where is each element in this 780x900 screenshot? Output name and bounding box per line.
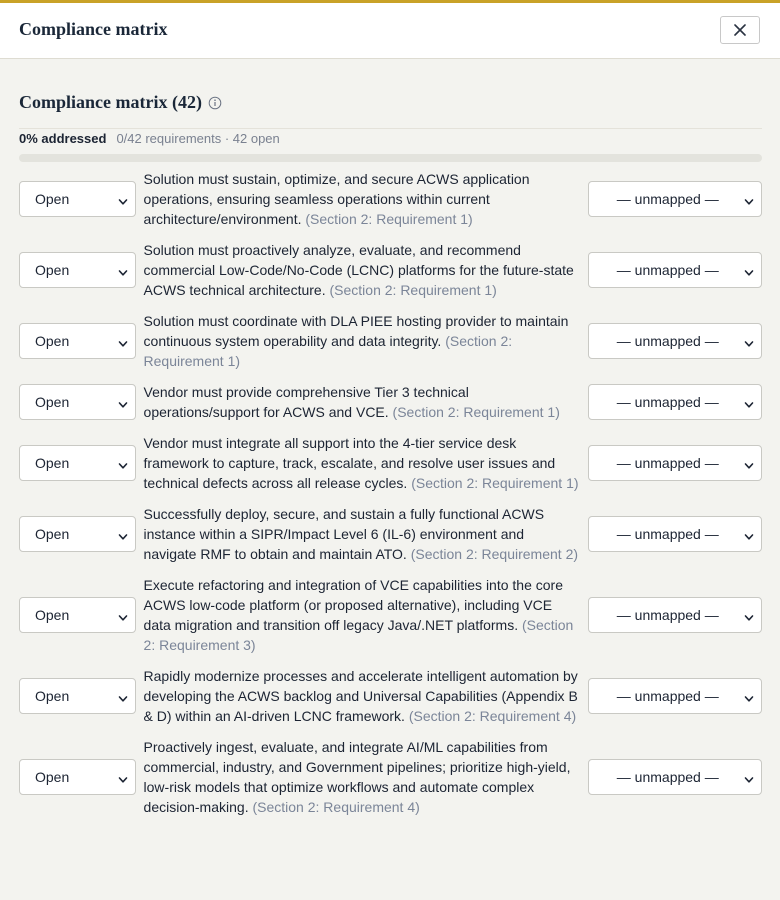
status-select[interactable]: [19, 384, 136, 420]
close-icon: [734, 24, 746, 36]
chevron-down-icon: [118, 265, 128, 275]
mapping-select-value: — unmapped —: [616, 455, 719, 471]
requirement-row: [19, 240, 762, 300]
progress-summary: [19, 131, 280, 146]
status-select[interactable]: [19, 678, 136, 714]
status-select[interactable]: [19, 323, 136, 359]
status-select-value: Open: [35, 191, 70, 207]
status-select-value: Open: [35, 333, 70, 349]
mapping-select-value: — unmapped —: [616, 333, 719, 349]
requirement-row: [19, 504, 762, 564]
mapping-select[interactable]: [588, 384, 762, 420]
chevron-down-icon: [118, 610, 128, 620]
requirement-row: [19, 311, 762, 371]
chevron-down-icon: [744, 529, 754, 539]
status-select-value: Open: [35, 262, 70, 278]
requirement-reference: (Section 2: Requirement 1): [411, 475, 579, 491]
requirement-reference: (Section 2: Requirement 1): [305, 211, 473, 227]
requirement-text: [144, 240, 579, 300]
mapping-select[interactable]: [588, 759, 762, 795]
mapping-select-value: — unmapped —: [616, 607, 719, 623]
chevron-down-icon: [744, 610, 754, 620]
requirement-row: [19, 666, 762, 726]
requirements-list: [19, 169, 762, 828]
requirement-row: [19, 737, 762, 817]
chevron-down-icon: [744, 265, 754, 275]
requirement-text: [144, 504, 579, 564]
mapping-select[interactable]: [588, 597, 762, 633]
requirement-description: Execute refactoring and integration of VCE capabilities into the core ACWS low-code platform (or proposed alternative), including VCE data migration and transition off legacy Java/.NET platforms.: [143, 577, 563, 633]
dialog-header: [0, 3, 780, 59]
requirement-text: [144, 737, 579, 817]
status-select-value: Open: [35, 394, 70, 410]
mapping-select-value: — unmapped —: [616, 191, 719, 207]
chevron-down-icon: [744, 336, 754, 346]
requirement-reference: (Section 2: Requirement 4): [408, 708, 577, 724]
chevron-down-icon: [118, 397, 128, 407]
mapping-select[interactable]: [588, 181, 762, 217]
mapping-select[interactable]: [588, 323, 762, 359]
status-select[interactable]: [19, 516, 136, 552]
progress-detail: 0/42 requirements · 42 open: [116, 131, 280, 146]
progress-bar: [19, 154, 762, 162]
chevron-down-icon: [744, 194, 754, 204]
requirement-text: [144, 433, 579, 493]
chevron-down-icon: [118, 691, 128, 701]
status-select-value: Open: [35, 688, 70, 704]
requirement-text: [144, 311, 579, 371]
section-title: [19, 92, 222, 113]
chevron-down-icon: [118, 772, 128, 782]
mapping-select[interactable]: [588, 678, 762, 714]
requirement-reference: (Section 2: Requirement 1): [143, 333, 513, 369]
status-select[interactable]: [19, 597, 136, 633]
requirement-reference: (Section 2: Requirement 1): [392, 404, 560, 420]
chevron-down-icon: [118, 194, 128, 204]
mapping-select-value: — unmapped —: [616, 262, 719, 278]
requirement-row: [19, 169, 762, 229]
requirement-row: [19, 382, 762, 422]
status-select-value: Open: [35, 769, 70, 785]
section-title-text: Compliance matrix (42): [19, 92, 202, 112]
requirement-text: [144, 666, 579, 726]
requirement-reference: (Section 2: Requirement 2): [410, 546, 579, 562]
chevron-down-icon: [744, 458, 754, 468]
requirement-text: [144, 169, 579, 229]
status-select-value: Open: [35, 526, 70, 542]
dialog-title: Compliance matrix: [19, 19, 168, 39]
requirement-description: Vendor must provide comprehensive Tier 3 technical operations/support for ACWS and VCE.: [143, 384, 469, 420]
requirement-row: [19, 575, 762, 655]
chevron-down-icon: [118, 458, 128, 468]
requirement-reference: (Section 2: Requirement 1): [329, 282, 497, 298]
status-select[interactable]: [19, 181, 136, 217]
requirement-description: Proactively ingest, evaluate, and integrate AI/ML capabilities from commercial, industry, and Government pipelines; prioritize high-yield, low-risk models that optimize workflows and automate complex decision-making.: [143, 739, 571, 815]
mapping-select[interactable]: [588, 445, 762, 481]
mapping-select-value: — unmapped —: [616, 769, 719, 785]
info-icon[interactable]: [208, 96, 222, 110]
requirement-description: Solution must proactively analyze, evaluate, and recommend commercial Low-Code/No-Code (LCNC) platforms for the future-state ACWS technical architecture.: [143, 242, 574, 298]
requirement-description: Vendor must integrate all support into the 4-tier service desk framework to capture, track, escalate, and resolve user issues and technical defects across all release cycles.: [143, 435, 556, 491]
requirement-row: [19, 433, 762, 493]
status-select[interactable]: [19, 445, 136, 481]
chevron-down-icon: [744, 691, 754, 701]
mapping-select[interactable]: [588, 516, 762, 552]
divider: [19, 128, 762, 129]
status-select-value: Open: [35, 455, 70, 471]
close-button[interactable]: [720, 16, 760, 44]
status-select[interactable]: [19, 252, 136, 288]
requirement-text: [144, 575, 579, 655]
mapping-select-value: — unmapped —: [616, 688, 719, 704]
requirement-description: Rapidly modernize processes and accelerate intelligent automation by developing the ACWS backlog and Universal Capabilities (Appendix B & D) within an AI-driven LCNC framework.: [143, 668, 578, 724]
requirement-description: Solution must sustain, optimize, and secure ACWS application operations, ensuring seamless operations within current architecture/environment.: [143, 171, 530, 227]
chevron-down-icon: [744, 772, 754, 782]
chevron-down-icon: [118, 336, 128, 346]
status-select-value: Open: [35, 607, 70, 623]
requirement-description: Solution must coordinate with DLA PIEE hosting provider to maintain continuous system operability and data integrity.: [143, 313, 569, 349]
requirement-reference: (Section 2: Requirement 4): [252, 799, 420, 815]
status-select[interactable]: [19, 759, 136, 795]
requirement-reference: (Section 2: Requirement 3): [143, 617, 574, 653]
mapping-select-value: — unmapped —: [616, 526, 719, 542]
mapping-select-value: — unmapped —: [616, 394, 719, 410]
requirement-text: [144, 382, 579, 422]
mapping-select[interactable]: [588, 252, 762, 288]
progress-percent: 0% addressed: [19, 131, 107, 146]
chevron-down-icon: [744, 397, 754, 407]
chevron-down-icon: [118, 529, 128, 539]
requirement-description: Successfully deploy, secure, and sustain a fully functional ACWS instance within a SIPR/Impact Level 6 (IL-6) environment and navigate RMF to obtain and maintain ATO.: [143, 506, 545, 562]
